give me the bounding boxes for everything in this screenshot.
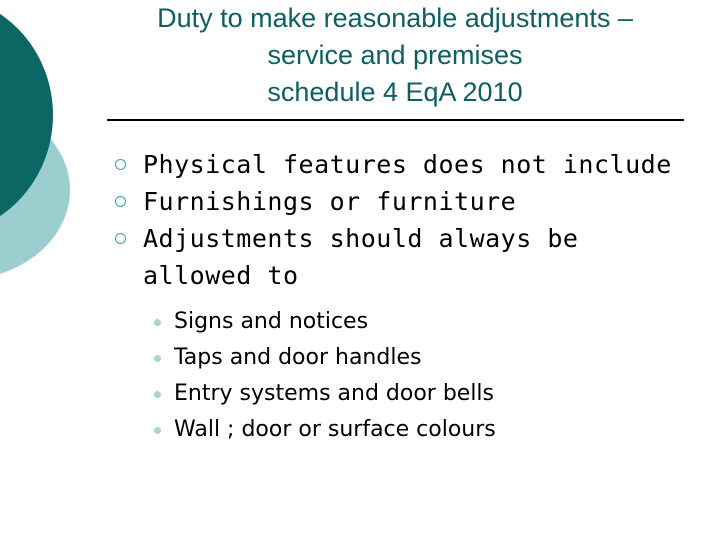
dot-bullet-icon: [154, 355, 161, 362]
bullet-text: Physical features does not include: [143, 150, 672, 179]
sub-bullet-text: Wall ; door or surface colours: [174, 417, 496, 442]
sub-bullet-text: Signs and notices: [174, 309, 369, 334]
title-line: Duty to make reasonable adjustments –: [157, 3, 633, 33]
bullet-text: Furnishings or furniture: [143, 187, 517, 216]
sub-bullet-text: Entry systems and door bells: [174, 381, 495, 406]
dot-bullet-icon: [154, 427, 161, 434]
bullet-item: [115, 146, 695, 183]
sub-bullet-item: [150, 304, 690, 340]
sub-bullet-item: [150, 412, 690, 448]
title-divider: [107, 119, 684, 121]
slide-title: [100, 0, 690, 111]
bullet-text: Adjustments should always be allowed to: [143, 224, 579, 290]
sub-bullet-item: [150, 376, 690, 412]
bullet-item: [115, 183, 695, 220]
sub-bullet-item: [150, 340, 690, 376]
circle-bullet-icon: [115, 196, 126, 207]
sub-bullet-list: [150, 304, 690, 448]
title-line: schedule 4 EqA 2010: [267, 77, 523, 107]
circle-bullet-icon: [115, 159, 126, 170]
circle-bullet-icon: [115, 233, 126, 244]
bullet-item: [115, 220, 695, 294]
bullet-list: [115, 146, 695, 294]
dot-bullet-icon: [154, 319, 161, 326]
title-line: service and premises: [267, 40, 523, 70]
sub-bullet-text: Taps and door handles: [174, 345, 422, 370]
dot-bullet-icon: [154, 391, 161, 398]
